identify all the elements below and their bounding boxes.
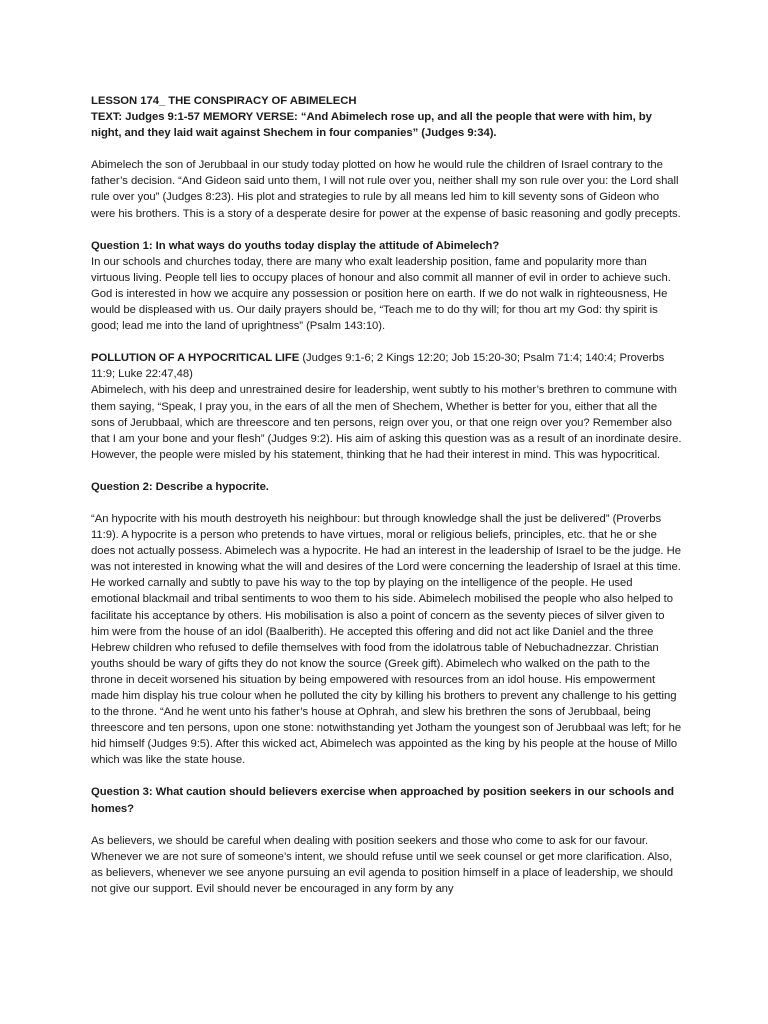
question-2-heading: Question 2: Describe a hypocrite.: [91, 480, 269, 493]
spacer: [91, 463, 683, 479]
text-and-memory-verse: TEXT: Judges 9:1-57 MEMORY VERSE: “And Abimelech rose up, and all the people that were with him, by night, and they laid wait against Shechem in four companies” (Judges 9:34).: [91, 111, 652, 140]
question-1-answer: In our schools and churches today, there are many who exalt leadership position, fame and popularity more than virtuous living. People tell lies to occupy places of honour and also commit all manner of evil in order to achieve such. God is interested in how we acquire any possession or position here on earth. If we do not walk in righteousness, He would be displeased with us. Our daily prayers should be, “Teach me to do thy will; for thou art my God: thy spirit is good; lead me into the land of uprightness” (Psalm 143:10).: [91, 255, 671, 333]
question-2-answer: “An hypocrite with his mouth destroyeth his neighbour: but through knowledge shall the just be delivered” (Proverbs 11:9). A hypocrite is a person who pretends to have virtues, moral or religious beliefs, principles, etc. that he or she does not actually possess. Abimelech was a hypocrite. He had an interest in the leadership of Israel to be the judge. He was not interested in knowing what the will and desires of the Lord were concerning the leadership of Israel at this time. He worked carnally and subtly to pave his way to the top by playing on the intelligence of the people. He used emotional blackmail and tribal sentiments to woo them to his side. Abimelech mobilised the people who also helped to facilitate his acceptance by others. His mobilisation is also a point of concern as the seventy pieces of silver given to him were from the house of an idol (Baalberith). He accepted this offering and did not act like Daniel and the three Hebrew children who refused to defile themselves with food from the idolatrous table of Nebuchadnezzar. Christian youths should be wary of gifts they do not know the source (Greek gift). Abimelech who walked on the path to the throne in deceit worsened his situation by being empowered with resources from an idol house. His empowerment made him display his true colour when he polluted the city by killing his brothers to prevent any challenge to his getting to the throne. “And he went unto his father’s house at Ophrah, and slew his brethren the sons of Jerubbaal, being threescore and ten persons, upon one stone: notwithstanding yet Jotham the youngest son of Jerubbaal was left; for he hid himself (Judges 9:5). After this wicked act, Abimelech was appointed as the king by his people at the house of Millo which was like the state house.: [91, 512, 682, 767]
spacer: [91, 334, 683, 350]
lesson-title: LESSON 174_ THE CONSPIRACY OF ABIMELECH: [91, 95, 357, 107]
section-heading-line: [91, 350, 683, 382]
spacer: [91, 141, 683, 157]
question-3-answer: As believers, we should be careful when dealing with position seekers and those who come to ask for our favour. Whenever we are not sure of someone’s intent, we should refuse until we seek counsel or get more clarification. Also, as believers, whenever we see anyone pursuing an evil agenda to position himself in a place of leadership, we should not give our support. Evil should never be encouraged in any form by any: [91, 834, 674, 895]
section-body: Abimelech, with his deep and unrestrained desire for leadership, went subtly to his mother’s brethren to commune with them saying, “Speak, I pray you, in the ears of all the men of Shechem, Whether is better for you, either that all the sons of Jerubbaal, which are threescore and ten persons, reign over you, or that one reign over you? Remember also that I am your bone and your flesh” (Judges 9:2). His aim of asking this question was as a result of an inordinate desire. However, the people were misled by his statement, thinking that he had their interest in mind. This was hypocritical.: [91, 384, 682, 461]
spacer: [91, 222, 683, 238]
intro-paragraph: Abimelech the son of Jerubbaal in our study today plotted on how he would rule the children of Israel contrary to the father’s decision. “And Gideon said unto them, I will not rule over you, neither shall my son rule over you: the Lord shall rule over you” (Judges 8:23). His plot and strategies to rule by all means led him to kill seventy sons of Gideon who were his brothers. This is a story of a desperate desire for power at the expense of basic reasoning and godly precepts.: [91, 159, 681, 220]
section-heading: POLLUTION OF A HYPOCRITICAL LIFE: [91, 352, 300, 365]
document-page: [91, 93, 683, 897]
question-1-heading: Question 1: In what ways do youths today display the attitude of Abimelech?: [91, 239, 500, 252]
spacer: [91, 817, 683, 833]
spacer: [91, 768, 683, 784]
section-references: (Judges 9:1-6; 2 Kings 12:20; Job 15:20-30; Psalm 71:4; 140:4; Proverbs 11:9; Luke 22:47,48): [91, 352, 665, 381]
question-3-heading: Question 3: What caution should believers exercise when approached by position seekers in our schools and homes?: [91, 786, 674, 815]
spacer: [91, 495, 683, 511]
